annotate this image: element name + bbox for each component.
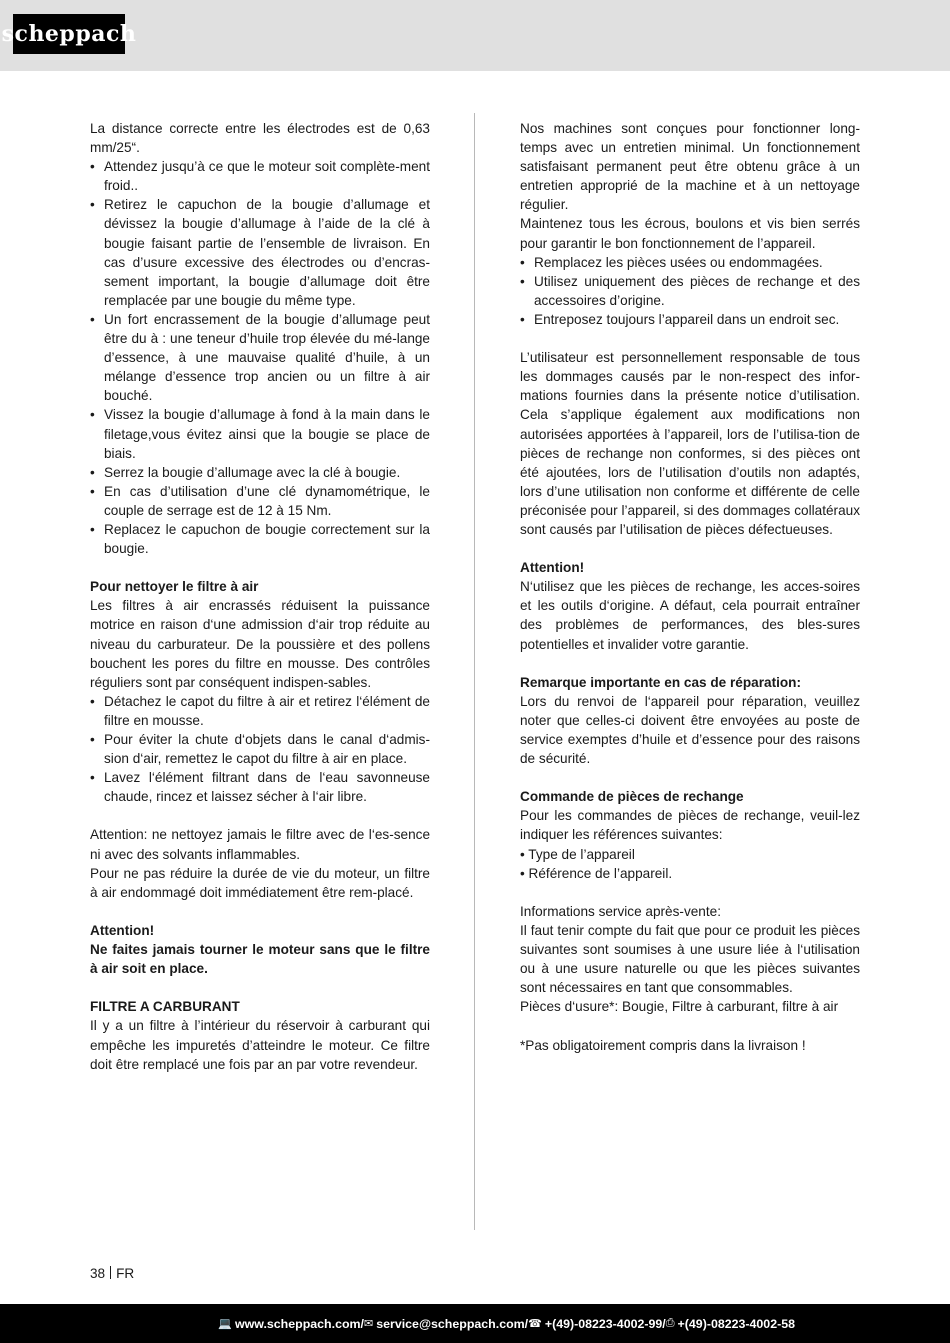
list-item: • En cas d’utilisation d’une clé dynamométrique, le couple de serrage est de 12 à 15 Nm. — [90, 482, 430, 520]
fax-number: +(49)-08223-4002-58 — [677, 1316, 795, 1331]
solvent-warning-text: Attention: ne nettoyez jamais le filtre avec de l‘es-sence ni avec des solvants inflammables. — [90, 827, 430, 862]
list-item: • Type de l’appareil — [520, 846, 635, 862]
page-language: FR — [116, 1266, 135, 1281]
spark-plug-steps — [90, 157, 430, 558]
damaged-filter-text: Pour ne pas réduire la durée de vie du moteur, un filtre à air endommagé doit immédiatement être rem-placé. — [90, 865, 430, 900]
fuel-filter-heading: FILTRE A CARBURANT — [90, 999, 240, 1015]
original-parts-warning: N‘utilisez que les pièces de rechange, les acces-soires et les outils d‘origine. A défaut, cela pourrait entraîner des problèmes de performances, des bles-sures potentielles et invalider votre garantie. — [520, 579, 860, 652]
right-column — [520, 119, 860, 1055]
list-item: • Lavez l‘élément filtrant dans de l‘eau savonneuse chaude, rincez et laissez sécher à l‘air libre. — [90, 768, 430, 806]
left-column — [90, 119, 430, 1074]
mail-icon: ✉ — [364, 1318, 374, 1330]
page-number-value: 38 — [90, 1266, 106, 1281]
column-divider — [474, 113, 475, 1230]
list-item: • Replacez le capuchon de bougie correctement sur la bougie. — [90, 520, 430, 558]
list-item: • Utilisez uniquement des pièces de rechange et des accessoires d’origine. — [520, 272, 860, 310]
fuel-filter-text: Il y a un filtre à l’intérieur du réservoir à carburant qui empêche les impuretés d’atteindre le moteur. Ce filtre doit être remplacé une fois par an par votre revendeur. — [90, 1018, 430, 1072]
repair-text: Lors du renvoi de l‘appareil pour réparation, veuillez noter que celles-ci doivent être envoyées au poste de service exemptes d’huile et d’essence pour des raisons de sécurité. — [520, 693, 860, 767]
maintenance-steps — [520, 253, 860, 329]
maintenance-intro: Nos machines sont conçues pour fonctionner long-temps avec un entretien minimal. Un fonctionnement satisfaisant permanent peut être obtenu grâce à un entretien approprié de la machine et à un nettoyage régulier. — [520, 121, 860, 213]
air-filter-steps — [90, 692, 430, 807]
separator: / — [360, 1316, 364, 1331]
list-item: • Retirez le capuchon de la bougie d’allumage et dévissez la bougie d’allumage à l’aide de la clé à bougie faisant partie de l’ensemble de livraison. En cas d’usure excessive des électrodes ou d’encras-sement important, la bougie d’allumage doit être remplacée par une bougie du même type. — [90, 195, 430, 310]
website-link[interactable]: www.scheppach.com — [235, 1316, 361, 1331]
air-filter-heading: Pour nettoyer le filtre à air — [90, 579, 259, 595]
attention-heading: Attention! — [90, 922, 155, 938]
list-item: • Un fort encrassement de la bougie d’allumage peut être du à : une teneur d’huile trop élevée du mé-lange d’essence, à une mauvaise qualité d’huile, à un mélange d’essence trop ancien ou un filtre à air bouché. — [90, 310, 430, 405]
page-number — [90, 1264, 134, 1283]
computer-icon: 💻 — [218, 1318, 232, 1330]
wear-parts-text: Pièces d‘usure*: Bougie, Filtre à carburant, filtre à air — [520, 999, 839, 1015]
list-item: • Pour éviter la chute d‘objets dans le canal d‘admis-sion d‘air, remettez le capot du filtre à air en place. — [90, 730, 430, 768]
list-item: • Entreposez toujours l’appareil dans un endroit sec. — [520, 310, 860, 329]
air-filter-text: Les filtres à air encrassés réduisent la puissance motrice en raison d‘une admission d‘air trop réduite au niveau du carburateur. De la poussière et des pollens bouchent les pores du filtre en mousse. Des contrôles réguliers sont par conséquent indispen-sables. — [90, 598, 430, 690]
scheppach-logo: scheppach — [13, 14, 125, 54]
list-item: • Attendez jusqu’à ce que le moteur soit complète-ment froid.. — [90, 157, 430, 195]
service-heading: Informations service après-vente: — [520, 903, 721, 919]
footer-contact-bar — [0, 1304, 950, 1343]
list-item: • Vissez la bougie d’allumage à fond à la main dans le filetage,vous évitez ainsi que la bougie se place de biais. — [90, 405, 430, 462]
footnote: *Pas obligatoirement compris dans la livraison ! — [520, 1037, 806, 1053]
email-link[interactable]: service@scheppach.com — [376, 1316, 525, 1331]
service-text: Il faut tenir compte du fait que pour ce produit les pièces suivantes sont soumises à une usure liée à l‘utilisation ou à une usure naturelle ou que les pièces suivantes sont nécessaires en tant que consommables. — [520, 922, 860, 996]
fax-icon: ⎙ — [665, 1317, 675, 1329]
liability-text: L’utilisateur est personnellement responsable de tous les dommages causés par le non-respect des infor-mations fournies dans la présente notice d’utilisation. Cela s’applique également aux modifications non autorisées apportées à l’appareil, lors de l’utilisa-tion de pièces de rechange non conformes, si des pièces ont été ajoutées, lors de l’utilisation d’outils non adaptés, lors d’une utilisation non conforme et différente de celle préconisée pour l’appareil, si des dommages collatéraux sont causés par l’utilisation de pièces défectueuses. — [520, 350, 860, 537]
spare-parts-text: Pour les commandes de pièces de rechange, veuil-lez indiquer les références suivantes: — [520, 808, 860, 843]
separator: / — [662, 1316, 666, 1331]
attention-heading: Attention! — [520, 560, 585, 576]
attention-warning: Ne faites jamais tourner le moteur sans que le filtre à air soit en place. — [90, 942, 430, 977]
list-item: • Détachez le capot du filtre à air et retirez l‘élément de filtre en mousse. — [90, 692, 430, 730]
separator: / — [524, 1316, 529, 1331]
phone-icon: ☎ — [528, 1318, 542, 1330]
list-item: • Serrez la bougie d’allumage avec la clé à bougie. — [90, 463, 430, 482]
repair-heading: Remarque importante en cas de réparation: — [520, 674, 802, 690]
maintenance-tighten: Maintenez tous les écrous, boulons et vis bien serrés pour garantir le bon fonctionnement de l’appareil. — [520, 216, 860, 251]
spare-parts-heading: Commande de pièces de rechange — [520, 789, 744, 805]
phone-number: +(49)-08223-4002-99 — [544, 1316, 663, 1331]
electrode-distance-text: La distance correcte entre les électrodes est de 0,63 mm/25“. — [90, 121, 430, 156]
list-item: • Référence de l’appareil. — [520, 865, 673, 881]
header-band — [0, 0, 950, 71]
list-item: • Remplacez les pièces usées ou endommagées. — [520, 253, 860, 272]
